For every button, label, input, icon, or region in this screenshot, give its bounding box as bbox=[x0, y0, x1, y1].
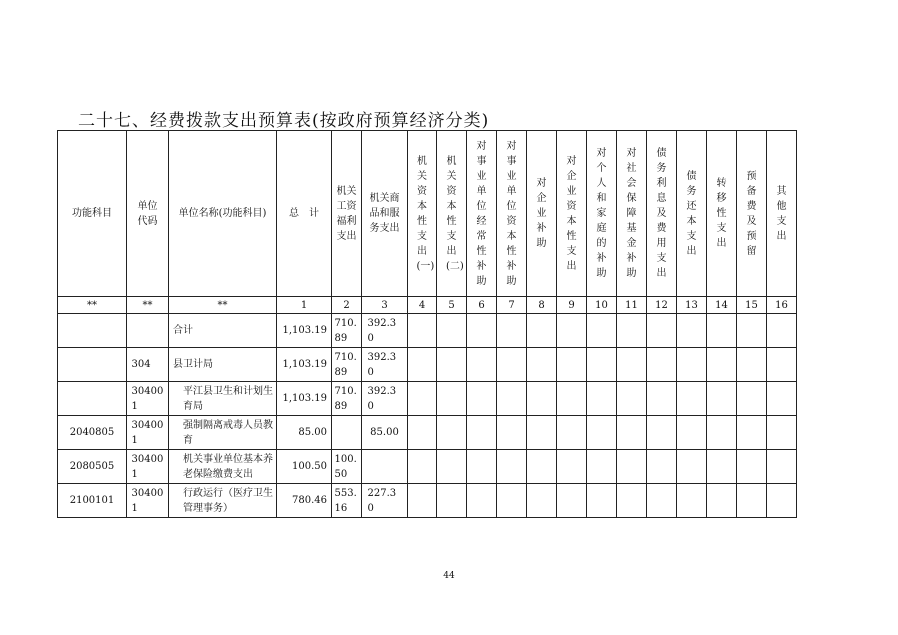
index-cell: 9 bbox=[557, 297, 587, 314]
unit-name-cell: 机关事业单位基本养老保险缴费支出 bbox=[169, 450, 277, 484]
index-cell: 14 bbox=[707, 297, 737, 314]
wage-cell: 100.50 bbox=[332, 450, 362, 484]
unit-code-cell: 304 bbox=[127, 348, 169, 382]
func-code-cell: 2040805 bbox=[58, 416, 127, 450]
goods-cell: 392.30 bbox=[362, 314, 408, 348]
header-cell: 对社会保障基金补助 bbox=[617, 131, 647, 297]
total-cell: 1,103.19 bbox=[277, 314, 332, 348]
index-cell: ** bbox=[127, 297, 169, 314]
index-cell: 8 bbox=[527, 297, 557, 314]
func-code-cell bbox=[58, 382, 127, 416]
header-cell: 单位代码 bbox=[127, 131, 169, 297]
table-row bbox=[58, 450, 797, 484]
goods-cell: 392.30 bbox=[362, 382, 408, 416]
table-row bbox=[58, 382, 797, 416]
header-cell: 总 计 bbox=[277, 131, 332, 297]
index-cell: 10 bbox=[587, 297, 617, 314]
index-cell: ** bbox=[169, 297, 277, 314]
func-code-cell bbox=[58, 314, 127, 348]
header-cell: 机关资本性支出(二) bbox=[437, 131, 467, 297]
unit-code-cell: 304001 bbox=[127, 484, 169, 518]
wage-cell bbox=[332, 416, 362, 450]
total-cell: 780.46 bbox=[277, 484, 332, 518]
page-title: 二十七、经费拨款支出预算表(按政府预算经济分类) bbox=[78, 111, 490, 131]
header-cell: 转移性支出 bbox=[707, 131, 737, 297]
header-cell: 对事业单位经常性补助 bbox=[467, 131, 497, 297]
header-cell: 债务还本支出 bbox=[677, 131, 707, 297]
unit-code-cell: 304001 bbox=[127, 416, 169, 450]
index-cell: ** bbox=[58, 297, 127, 314]
total-cell: 85.00 bbox=[277, 416, 332, 450]
index-cell: 12 bbox=[647, 297, 677, 314]
func-code-cell bbox=[58, 348, 127, 382]
header-row bbox=[58, 131, 797, 297]
index-cell: 6 bbox=[467, 297, 497, 314]
unit-name-cell: 县卫计局 bbox=[169, 348, 277, 382]
page-number: 44 bbox=[443, 571, 455, 581]
header-cell: 机关工资福利支出 bbox=[332, 131, 362, 297]
budget-table bbox=[57, 130, 797, 518]
header-cell: 对事业单位资本性补助 bbox=[497, 131, 527, 297]
header-cell: 功能科目 bbox=[58, 131, 127, 297]
index-row bbox=[58, 297, 797, 314]
index-cell: 1 bbox=[277, 297, 332, 314]
table-row bbox=[58, 484, 797, 518]
total-cell: 100.50 bbox=[277, 450, 332, 484]
unit-name-cell: 强制隔离戒毒人员教育 bbox=[169, 416, 277, 450]
index-cell: 4 bbox=[408, 297, 437, 314]
goods-cell: 85.00 bbox=[362, 416, 408, 450]
index-cell: 5 bbox=[437, 297, 467, 314]
func-code-cell: 2080505 bbox=[58, 450, 127, 484]
index-cell: 11 bbox=[617, 297, 647, 314]
header-cell: 机关商品和服务支出 bbox=[362, 131, 408, 297]
unit-name-cell: 平江县卫生和计划生育局 bbox=[169, 382, 277, 416]
wage-cell: 710.89 bbox=[332, 314, 362, 348]
total-cell: 1,103.19 bbox=[277, 348, 332, 382]
index-cell: 15 bbox=[737, 297, 767, 314]
func-code-cell: 2100101 bbox=[58, 484, 127, 518]
header-cell: 预备费及预留 bbox=[737, 131, 767, 297]
unit-code-cell: 304001 bbox=[127, 382, 169, 416]
table-row bbox=[58, 314, 797, 348]
goods-cell: 227.30 bbox=[362, 484, 408, 518]
header-cell: 其他支出 bbox=[767, 131, 797, 297]
index-cell: 2 bbox=[332, 297, 362, 314]
unit-code-cell: 304001 bbox=[127, 450, 169, 484]
wage-cell: 553.16 bbox=[332, 484, 362, 518]
index-cell: 3 bbox=[362, 297, 408, 314]
table-row bbox=[58, 416, 797, 450]
wage-cell: 710.89 bbox=[332, 382, 362, 416]
total-cell: 1,103.19 bbox=[277, 382, 332, 416]
header-cell: 对企业补助 bbox=[527, 131, 557, 297]
header-cell: 机关资本性支出(一) bbox=[408, 131, 437, 297]
goods-cell: 392.30 bbox=[362, 348, 408, 382]
goods-cell bbox=[362, 450, 408, 484]
index-cell: 13 bbox=[677, 297, 707, 314]
index-cell: 7 bbox=[497, 297, 527, 314]
unit-code-cell bbox=[127, 314, 169, 348]
table-row bbox=[58, 348, 797, 382]
wage-cell: 710.89 bbox=[332, 348, 362, 382]
header-cell: 单位名称(功能科目) bbox=[169, 131, 277, 297]
header-cell: 对个人和家庭的补助 bbox=[587, 131, 617, 297]
header-cell: 债务利息及费用支出 bbox=[647, 131, 677, 297]
unit-name-cell: 行政运行（医疗卫生管理事务） bbox=[169, 484, 277, 518]
header-cell: 对企业资本性支出 bbox=[557, 131, 587, 297]
unit-name-cell: 合计 bbox=[169, 314, 277, 348]
index-cell: 16 bbox=[767, 297, 797, 314]
